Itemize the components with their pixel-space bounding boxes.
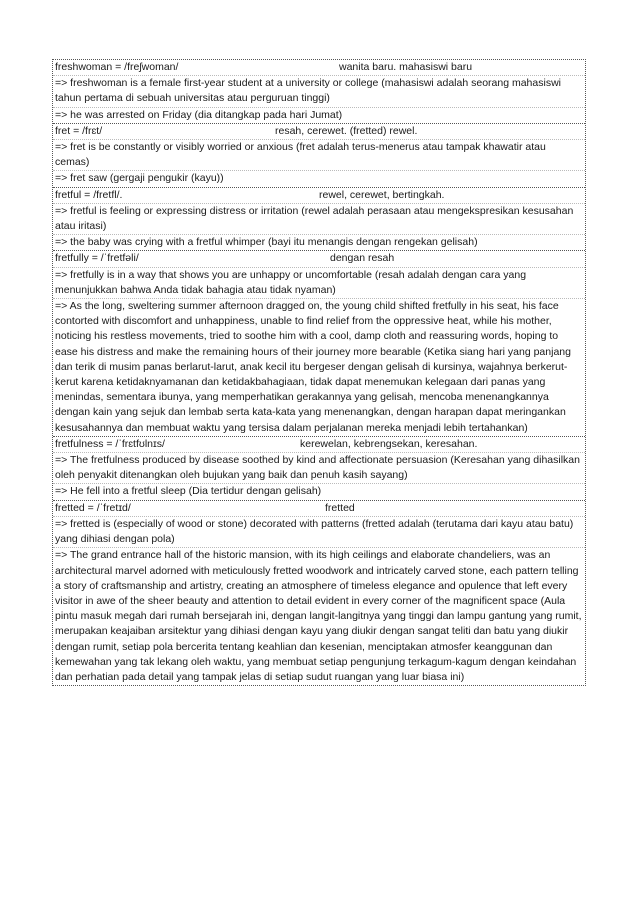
entry-example: => As the long, sweltering summer afternoon dragged on, the young child shifted fretfully in his seat, his face contorted with discomfort and unhappiness, unable to find relief from the oppressive heat, while his mother, noticing his restless movements, tried to soothe him with a cool, damp cloth and reassuring words, hoping to ease his distress and make the remaining hours of their journey more bearable (Ketika siang hari yang panjang dan terik di musim panas berlarut-larut, anak kecil itu bergeser dengan gelisah di kursinya, wajahnya berkerut-kerut karena ketidaknyamanan dan ketidakbahagiaan, tidak dapat menemukan kelegaan dari panas yang menindas, sementara ibunya, yang memperhatikan gerakannya yang gelisah, mencoba menenangkannya dengan kain yang sejuk dan lembab serta kata-kata yang menenangkan, dengan harapan dapat meringankan kesusahannya dan membuat waktu yang tersisa dalam perjalanan mereka menjadi lebih tertahankan) xyxy=(53,298,585,436)
entry-definition: => fretful is feeling or expressing distress or irritation (rewel adalah perasaan atau mengekspresikan kesusahan atau iritasi) xyxy=(53,203,585,234)
entry-term: fretful = /fretfl/. xyxy=(55,188,123,201)
entry-definition: => fret is be constantly or visibly worried or anxious (fret adalah terus-menerus atau tampak khawatir atau cemas) xyxy=(53,139,585,170)
entry-example: => fret saw (gergaji pengukir (kayu)) xyxy=(53,170,585,186)
entry-header xyxy=(53,501,585,516)
entry-fretful xyxy=(53,187,585,251)
entry-meaning: resah, cerewet. (fretted) rewel. xyxy=(275,124,418,137)
entry-meaning: kerewelan, kebrengsekan, keresahan. xyxy=(300,437,478,450)
entry-header xyxy=(53,124,585,139)
entry-meaning: dengan resah xyxy=(330,252,395,265)
entry-definition: => The fretfulness produced by disease soothed by kind and affectionate persuasion (Keresahan yang dihasilkan oleh penyakit ditenangkan oleh bujukan yang baik dan penuh kasih sayang) xyxy=(53,452,585,483)
dictionary-table xyxy=(52,59,586,686)
entry-definition: => freshwoman is a female first-year student at a university or college (mahasiswi adalah seorang mahasiswi tahun pertama di sebuah universitas atau perguruan tinggi) xyxy=(53,75,585,106)
entry-term: fret = /frɛt/ xyxy=(55,124,103,137)
entry-fretfulness xyxy=(53,436,585,500)
entry-header xyxy=(53,251,585,266)
entry-fretfully xyxy=(53,250,585,435)
entry-header xyxy=(53,188,585,203)
entry-header xyxy=(53,437,585,452)
entry-definition: => fretted is (especially of wood or stone) decorated with patterns (fretted adalah (terutama dari kayu atau batu) yang dihiasi dengan pola) xyxy=(53,516,585,547)
entry-fretted xyxy=(53,500,585,685)
entry-fret xyxy=(53,123,585,187)
entry-term: fretfully = /ˈfretfəli/ xyxy=(55,252,139,265)
entry-term: fretted = /ˈfretɪd/ xyxy=(55,501,131,514)
entry-definition: => fretfully is in a way that shows you are unhappy or uncomfortable (resah adalah dengan cara yang menunjukkan bahwa Anda tidak bahagia atau tidak nyaman) xyxy=(53,267,585,298)
entry-example: => The grand entrance hall of the historic mansion, with its high ceilings and elaborate chandeliers, was an architectural marvel adorned with meticulously fretted woodwork and intricately carved stone, each pattern telling a story of craftsmanship and artistry, creating an atmosphere of timeless elegance and opulence that left every visitor in awe of the sheer beauty and attention to detail evident in every corner of the magnificent space (Aula pintu masuk megah dari rumah bersejarah ini, dengan langit-langitnya yang tinggi dan lampu gantung yang rumit, merupakan keajaiban arsitektur yang dihiasi dengan kayu yang diukir dengan sangat teliti dan batu yang diukir dengan rumit, setiap pola bercerita tentang keahlian dan kesenian, menciptakan atmosfer keanggunan dan kemewahan yang tak lekang oleh waktu, yang membuat setiap pengunjung terkagum-kagum dengan keindahan dan perhatian pada detail yang tampak jelas di setiap sudut ruangan yang luar biasa ini) xyxy=(53,547,585,685)
entry-meaning: wanita baru. mahasiswi baru xyxy=(339,61,473,73)
entry-term: fretfulness = /ˈfrɛtfʊlnɪs/ xyxy=(55,437,165,450)
entry-meaning: rewel, cerewet, bertingkah. xyxy=(319,188,445,201)
entry-example: => he was arrested on Friday (dia ditangkap pada hari Jumat) xyxy=(53,107,585,123)
entry-header xyxy=(53,60,585,75)
entry-example: => He fell into a fretful sleep (Dia tertidur dengan gelisah) xyxy=(53,483,585,499)
entry-term: freshwoman = /freʃwoman/ xyxy=(55,61,179,73)
entry-meaning: fretted xyxy=(325,501,355,514)
entry-freshwoman xyxy=(53,60,585,123)
entry-example: => the baby was crying with a fretful whimper (bayi itu menangis dengan rengekan gelisah) xyxy=(53,234,585,250)
